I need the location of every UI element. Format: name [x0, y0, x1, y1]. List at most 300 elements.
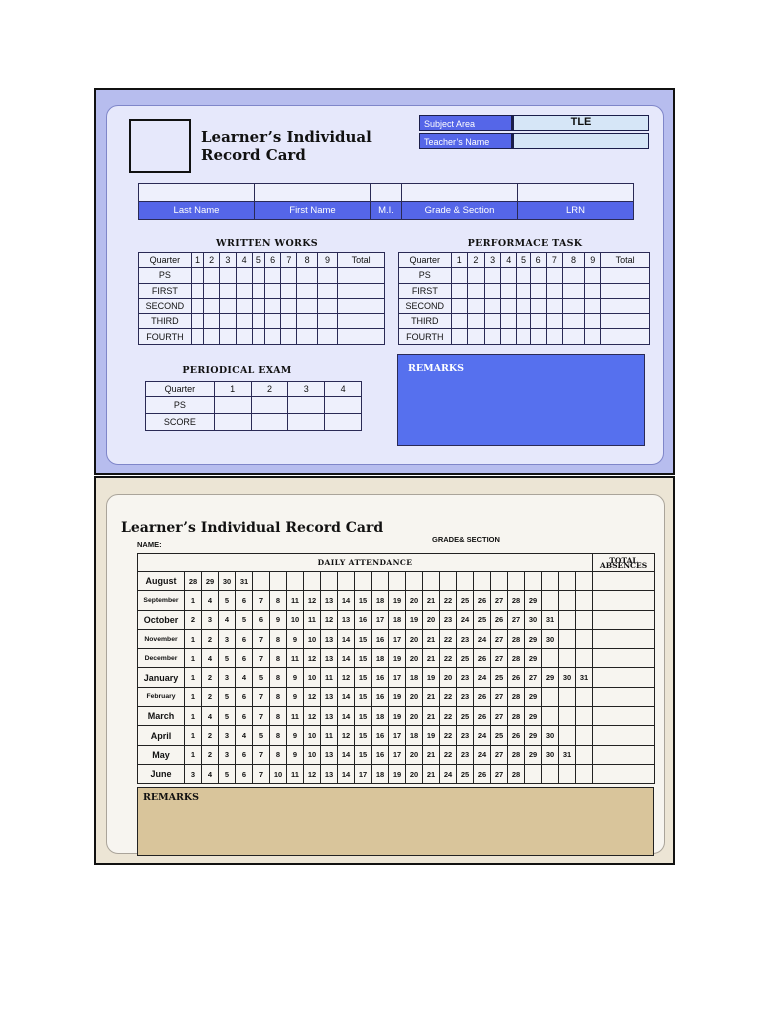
day-cell[interactable]: 9: [287, 745, 304, 764]
pt-score-cell[interactable]: [562, 298, 584, 313]
ww-score-cell[interactable]: [281, 268, 297, 283]
empty-day-cell[interactable]: [559, 629, 576, 648]
day-cell[interactable]: 8: [270, 687, 287, 706]
day-cell[interactable]: 12: [304, 649, 321, 668]
day-cell[interactable]: 5: [219, 649, 236, 668]
pt-score-cell[interactable]: [601, 329, 650, 344]
pt-score-cell[interactable]: [562, 268, 584, 283]
day-cell[interactable]: 1: [185, 707, 202, 726]
day-cell[interactable]: 11: [321, 668, 338, 687]
empty-day-cell[interactable]: [576, 745, 593, 764]
total-absences-cell[interactable]: [593, 629, 655, 648]
pt-score-cell[interactable]: [501, 268, 517, 283]
pt-score-cell[interactable]: [485, 298, 501, 313]
ww-score-cell[interactable]: [297, 314, 317, 329]
ww-score-cell[interactable]: [338, 268, 385, 283]
day-cell[interactable]: 1: [185, 591, 202, 610]
total-absences-cell[interactable]: [593, 610, 655, 629]
empty-day-cell[interactable]: [304, 572, 321, 591]
day-cell[interactable]: 16: [372, 629, 389, 648]
pt-score-cell[interactable]: [562, 329, 584, 344]
empty-day-cell[interactable]: [491, 572, 508, 591]
ww-score-cell[interactable]: [281, 298, 297, 313]
day-cell[interactable]: 27: [525, 668, 542, 687]
ww-score-cell[interactable]: [297, 268, 317, 283]
day-cell[interactable]: 9: [270, 610, 287, 629]
day-cell[interactable]: 7: [253, 764, 270, 783]
ww-score-cell[interactable]: [252, 329, 264, 344]
pt-score-cell[interactable]: [530, 283, 546, 298]
day-cell[interactable]: 4: [219, 610, 236, 629]
day-cell[interactable]: 7: [253, 591, 270, 610]
day-cell[interactable]: 7: [253, 649, 270, 668]
ww-score-cell[interactable]: [204, 283, 220, 298]
day-cell[interactable]: 3: [219, 629, 236, 648]
day-cell[interactable]: 2: [202, 668, 219, 687]
pt-score-cell[interactable]: [467, 329, 484, 344]
pt-score-cell[interactable]: [501, 329, 517, 344]
first-name-field[interactable]: [255, 184, 371, 202]
ww-score-cell[interactable]: [252, 268, 264, 283]
day-cell[interactable]: 11: [287, 707, 304, 726]
pt-score-cell[interactable]: [585, 268, 601, 283]
day-cell[interactable]: 25: [457, 707, 474, 726]
day-cell[interactable]: 7: [253, 629, 270, 648]
pt-score-cell[interactable]: [451, 268, 467, 283]
pt-score-cell[interactable]: [601, 298, 650, 313]
pe-score-cell[interactable]: [251, 414, 288, 431]
day-cell[interactable]: 14: [338, 591, 355, 610]
day-cell[interactable]: 10: [304, 745, 321, 764]
pt-score-cell[interactable]: [585, 314, 601, 329]
day-cell[interactable]: 29: [542, 668, 559, 687]
day-cell[interactable]: 13: [321, 764, 338, 783]
empty-day-cell[interactable]: [576, 610, 593, 629]
pt-score-cell[interactable]: [517, 268, 530, 283]
ww-score-cell[interactable]: [281, 283, 297, 298]
pt-score-cell[interactable]: [451, 329, 467, 344]
ww-score-cell[interactable]: [338, 314, 385, 329]
ww-score-cell[interactable]: [264, 329, 280, 344]
day-cell[interactable]: 24: [474, 668, 491, 687]
day-cell[interactable]: 31: [236, 572, 253, 591]
empty-day-cell[interactable]: [576, 707, 593, 726]
day-cell[interactable]: 18: [406, 668, 423, 687]
day-cell[interactable]: 29: [525, 707, 542, 726]
ww-score-cell[interactable]: [317, 314, 337, 329]
day-cell[interactable]: 1: [185, 726, 202, 745]
empty-day-cell[interactable]: [542, 764, 559, 783]
day-cell[interactable]: 20: [406, 745, 423, 764]
pt-score-cell[interactable]: [601, 268, 650, 283]
day-cell[interactable]: 28: [508, 687, 525, 706]
day-cell[interactable]: 4: [236, 668, 253, 687]
day-cell[interactable]: 21: [423, 764, 440, 783]
day-cell[interactable]: 2: [202, 726, 219, 745]
day-cell[interactable]: 6: [236, 591, 253, 610]
pt-score-cell[interactable]: [546, 268, 562, 283]
empty-day-cell[interactable]: [542, 649, 559, 668]
day-cell[interactable]: 15: [355, 687, 372, 706]
day-cell[interactable]: 3: [219, 668, 236, 687]
total-absences-cell[interactable]: [593, 745, 655, 764]
day-cell[interactable]: 8: [270, 745, 287, 764]
day-cell[interactable]: 17: [389, 668, 406, 687]
ww-score-cell[interactable]: [236, 283, 252, 298]
day-cell[interactable]: 2: [202, 687, 219, 706]
day-cell[interactable]: 30: [542, 726, 559, 745]
teacher-name-field[interactable]: [514, 133, 649, 149]
day-cell[interactable]: 13: [321, 745, 338, 764]
pt-score-cell[interactable]: [601, 283, 650, 298]
day-cell[interactable]: 26: [474, 649, 491, 668]
pe-score-cell[interactable]: [214, 397, 251, 414]
day-cell[interactable]: 9: [287, 668, 304, 687]
day-cell[interactable]: 28: [508, 764, 525, 783]
day-cell[interactable]: 29: [202, 572, 219, 591]
day-cell[interactable]: 18: [406, 726, 423, 745]
ww-score-cell[interactable]: [220, 329, 236, 344]
day-cell[interactable]: 24: [457, 610, 474, 629]
ww-score-cell[interactable]: [236, 298, 252, 313]
ww-score-cell[interactable]: [264, 298, 280, 313]
pt-score-cell[interactable]: [451, 298, 467, 313]
empty-day-cell[interactable]: [542, 572, 559, 591]
day-cell[interactable]: 23: [457, 726, 474, 745]
day-cell[interactable]: 15: [355, 629, 372, 648]
day-cell[interactable]: 1: [185, 745, 202, 764]
day-cell[interactable]: 19: [389, 591, 406, 610]
pt-score-cell[interactable]: [530, 298, 546, 313]
day-cell[interactable]: 20: [423, 610, 440, 629]
pt-score-cell[interactable]: [562, 283, 584, 298]
day-cell[interactable]: 4: [236, 726, 253, 745]
day-cell[interactable]: 12: [304, 687, 321, 706]
ww-score-cell[interactable]: [220, 283, 236, 298]
day-cell[interactable]: 5: [253, 668, 270, 687]
empty-day-cell[interactable]: [559, 726, 576, 745]
day-cell[interactable]: 30: [559, 668, 576, 687]
day-cell[interactable]: 26: [474, 591, 491, 610]
total-absences-cell[interactable]: [593, 687, 655, 706]
last-name-field[interactable]: [139, 184, 255, 202]
day-cell[interactable]: 21: [423, 745, 440, 764]
day-cell[interactable]: 26: [474, 707, 491, 726]
ww-score-cell[interactable]: [204, 314, 220, 329]
total-absences-cell[interactable]: [593, 726, 655, 745]
pe-score-cell[interactable]: [288, 414, 325, 431]
day-cell[interactable]: 31: [576, 668, 593, 687]
day-cell[interactable]: 18: [372, 764, 389, 783]
day-cell[interactable]: 13: [321, 707, 338, 726]
day-cell[interactable]: 12: [338, 668, 355, 687]
empty-day-cell[interactable]: [576, 687, 593, 706]
day-cell[interactable]: 18: [372, 649, 389, 668]
day-cell[interactable]: 20: [406, 649, 423, 668]
pt-score-cell[interactable]: [451, 283, 467, 298]
day-cell[interactable]: 22: [440, 629, 457, 648]
empty-day-cell[interactable]: [576, 572, 593, 591]
ww-score-cell[interactable]: [204, 298, 220, 313]
day-cell[interactable]: 6: [236, 629, 253, 648]
day-cell[interactable]: 8: [270, 707, 287, 726]
empty-day-cell[interactable]: [389, 572, 406, 591]
pt-score-cell[interactable]: [546, 283, 562, 298]
empty-day-cell[interactable]: [559, 687, 576, 706]
ww-score-cell[interactable]: [191, 268, 203, 283]
pt-score-cell[interactable]: [451, 314, 467, 329]
empty-day-cell[interactable]: [287, 572, 304, 591]
ww-score-cell[interactable]: [191, 298, 203, 313]
pt-score-cell[interactable]: [467, 314, 484, 329]
day-cell[interactable]: 9: [287, 629, 304, 648]
pt-score-cell[interactable]: [467, 283, 484, 298]
day-cell[interactable]: 29: [525, 649, 542, 668]
day-cell[interactable]: 12: [304, 591, 321, 610]
day-cell[interactable]: 27: [491, 649, 508, 668]
ww-score-cell[interactable]: [317, 283, 337, 298]
day-cell[interactable]: 8: [270, 726, 287, 745]
empty-day-cell[interactable]: [559, 764, 576, 783]
empty-day-cell[interactable]: [576, 629, 593, 648]
day-cell[interactable]: 1: [185, 629, 202, 648]
ww-score-cell[interactable]: [236, 314, 252, 329]
empty-day-cell[interactable]: [559, 610, 576, 629]
day-cell[interactable]: 15: [355, 591, 372, 610]
day-cell[interactable]: 29: [525, 591, 542, 610]
empty-day-cell[interactable]: [270, 572, 287, 591]
empty-day-cell[interactable]: [321, 572, 338, 591]
day-cell[interactable]: 27: [491, 745, 508, 764]
day-cell[interactable]: 21: [423, 629, 440, 648]
day-cell[interactable]: 9: [287, 726, 304, 745]
ww-score-cell[interactable]: [297, 283, 317, 298]
day-cell[interactable]: 2: [202, 745, 219, 764]
day-cell[interactable]: 22: [440, 745, 457, 764]
day-cell[interactable]: 16: [372, 745, 389, 764]
day-cell[interactable]: 17: [389, 745, 406, 764]
day-cell[interactable]: 4: [202, 591, 219, 610]
empty-day-cell[interactable]: [525, 764, 542, 783]
empty-day-cell[interactable]: [474, 572, 491, 591]
day-cell[interactable]: 12: [321, 610, 338, 629]
pe-score-cell[interactable]: [325, 397, 362, 414]
day-cell[interactable]: 13: [321, 629, 338, 648]
day-cell[interactable]: 25: [491, 726, 508, 745]
day-cell[interactable]: 19: [389, 707, 406, 726]
ww-score-cell[interactable]: [317, 329, 337, 344]
empty-day-cell[interactable]: [559, 591, 576, 610]
pt-score-cell[interactable]: [501, 283, 517, 298]
empty-day-cell[interactable]: [355, 572, 372, 591]
empty-day-cell[interactable]: [542, 591, 559, 610]
pt-score-cell[interactable]: [530, 268, 546, 283]
empty-day-cell[interactable]: [253, 572, 270, 591]
ww-score-cell[interactable]: [220, 298, 236, 313]
ww-score-cell[interactable]: [338, 283, 385, 298]
empty-day-cell[interactable]: [576, 649, 593, 668]
day-cell[interactable]: 19: [389, 687, 406, 706]
ww-score-cell[interactable]: [317, 298, 337, 313]
ww-score-cell[interactable]: [252, 314, 264, 329]
day-cell[interactable]: 14: [338, 745, 355, 764]
ww-score-cell[interactable]: [264, 314, 280, 329]
ww-score-cell[interactable]: [338, 329, 385, 344]
day-cell[interactable]: 5: [253, 726, 270, 745]
ww-score-cell[interactable]: [252, 298, 264, 313]
pe-score-cell[interactable]: [214, 414, 251, 431]
day-cell[interactable]: 25: [457, 764, 474, 783]
day-cell[interactable]: 5: [236, 610, 253, 629]
day-cell[interactable]: 18: [389, 610, 406, 629]
day-cell[interactable]: 8: [270, 629, 287, 648]
day-cell[interactable]: 15: [355, 649, 372, 668]
day-cell[interactable]: 29: [525, 745, 542, 764]
back-remarks-box[interactable]: [137, 787, 654, 856]
pt-score-cell[interactable]: [585, 298, 601, 313]
day-cell[interactable]: 13: [321, 591, 338, 610]
ww-score-cell[interactable]: [191, 329, 203, 344]
pt-score-cell[interactable]: [546, 314, 562, 329]
day-cell[interactable]: 16: [372, 687, 389, 706]
day-cell[interactable]: 10: [304, 726, 321, 745]
day-cell[interactable]: 17: [389, 726, 406, 745]
day-cell[interactable]: 14: [338, 649, 355, 668]
pt-score-cell[interactable]: [546, 298, 562, 313]
photo-box[interactable]: [129, 119, 191, 173]
pt-score-cell[interactable]: [517, 298, 530, 313]
day-cell[interactable]: 1: [185, 649, 202, 668]
pt-score-cell[interactable]: [485, 329, 501, 344]
pt-score-cell[interactable]: [562, 314, 584, 329]
day-cell[interactable]: 29: [525, 726, 542, 745]
day-cell[interactable]: 4: [202, 707, 219, 726]
pt-score-cell[interactable]: [517, 314, 530, 329]
day-cell[interactable]: 8: [270, 591, 287, 610]
day-cell[interactable]: 1: [185, 687, 202, 706]
day-cell[interactable]: 22: [440, 726, 457, 745]
day-cell[interactable]: 27: [491, 764, 508, 783]
day-cell[interactable]: 12: [304, 764, 321, 783]
day-cell[interactable]: 27: [491, 687, 508, 706]
day-cell[interactable]: 9: [287, 687, 304, 706]
day-cell[interactable]: 29: [525, 629, 542, 648]
day-cell[interactable]: 25: [457, 591, 474, 610]
day-cell[interactable]: 11: [287, 591, 304, 610]
total-absences-cell[interactable]: [593, 668, 655, 687]
day-cell[interactable]: 10: [270, 764, 287, 783]
day-cell[interactable]: 19: [389, 649, 406, 668]
total-absences-cell[interactable]: [593, 591, 655, 610]
pt-score-cell[interactable]: [530, 329, 546, 344]
pt-score-cell[interactable]: [501, 314, 517, 329]
day-cell[interactable]: 14: [338, 629, 355, 648]
day-cell[interactable]: 5: [219, 687, 236, 706]
day-cell[interactable]: 20: [406, 764, 423, 783]
day-cell[interactable]: 20: [406, 591, 423, 610]
day-cell[interactable]: 25: [491, 668, 508, 687]
empty-day-cell[interactable]: [576, 726, 593, 745]
day-cell[interactable]: 15: [355, 668, 372, 687]
day-cell[interactable]: 6: [253, 610, 270, 629]
day-cell[interactable]: 6: [236, 764, 253, 783]
empty-day-cell[interactable]: [406, 572, 423, 591]
day-cell[interactable]: 2: [202, 629, 219, 648]
day-cell[interactable]: 15: [355, 726, 372, 745]
day-cell[interactable]: 19: [406, 610, 423, 629]
total-absences-cell[interactable]: [593, 649, 655, 668]
pt-score-cell[interactable]: [501, 298, 517, 313]
ww-score-cell[interactable]: [281, 314, 297, 329]
day-cell[interactable]: 8: [270, 649, 287, 668]
day-cell[interactable]: 21: [423, 707, 440, 726]
pe-score-cell[interactable]: [325, 414, 362, 431]
ww-score-cell[interactable]: [236, 268, 252, 283]
day-cell[interactable]: 19: [389, 764, 406, 783]
day-cell[interactable]: 26: [474, 687, 491, 706]
day-cell[interactable]: 22: [440, 707, 457, 726]
day-cell[interactable]: 24: [474, 726, 491, 745]
empty-day-cell[interactable]: [559, 572, 576, 591]
day-cell[interactable]: 5: [219, 591, 236, 610]
day-cell[interactable]: 20: [440, 668, 457, 687]
subject-area-field[interactable]: TLE: [514, 115, 649, 131]
day-cell[interactable]: 26: [491, 610, 508, 629]
ww-score-cell[interactable]: [264, 283, 280, 298]
empty-day-cell[interactable]: [576, 764, 593, 783]
empty-day-cell[interactable]: [457, 572, 474, 591]
day-cell[interactable]: 11: [304, 610, 321, 629]
empty-day-cell[interactable]: [576, 591, 593, 610]
day-cell[interactable]: 6: [236, 649, 253, 668]
pt-score-cell[interactable]: [517, 283, 530, 298]
day-cell[interactable]: 2: [185, 610, 202, 629]
ww-score-cell[interactable]: [204, 329, 220, 344]
ww-score-cell[interactable]: [204, 268, 220, 283]
day-cell[interactable]: 17: [355, 764, 372, 783]
day-cell[interactable]: 22: [440, 687, 457, 706]
total-absences-cell[interactable]: [593, 707, 655, 726]
ww-score-cell[interactable]: [191, 283, 203, 298]
day-cell[interactable]: 24: [474, 745, 491, 764]
empty-day-cell[interactable]: [338, 572, 355, 591]
pe-score-cell[interactable]: [288, 397, 325, 414]
day-cell[interactable]: 17: [372, 610, 389, 629]
day-cell[interactable]: 15: [355, 745, 372, 764]
day-cell[interactable]: 21: [423, 687, 440, 706]
day-cell[interactable]: 23: [457, 668, 474, 687]
pt-score-cell[interactable]: [585, 283, 601, 298]
day-cell[interactable]: 30: [542, 629, 559, 648]
day-cell[interactable]: 28: [508, 707, 525, 726]
pt-score-cell[interactable]: [530, 314, 546, 329]
day-cell[interactable]: 14: [338, 687, 355, 706]
day-cell[interactable]: 4: [202, 649, 219, 668]
ww-score-cell[interactable]: [297, 298, 317, 313]
ww-score-cell[interactable]: [264, 268, 280, 283]
day-cell[interactable]: 7: [253, 707, 270, 726]
day-cell[interactable]: 13: [321, 649, 338, 668]
day-cell[interactable]: 27: [491, 707, 508, 726]
ww-score-cell[interactable]: [338, 298, 385, 313]
empty-day-cell[interactable]: [559, 707, 576, 726]
day-cell[interactable]: 27: [508, 610, 525, 629]
day-cell[interactable]: 10: [287, 610, 304, 629]
day-cell[interactable]: 30: [525, 610, 542, 629]
day-cell[interactable]: 5: [219, 764, 236, 783]
day-cell[interactable]: 4: [202, 764, 219, 783]
day-cell[interactable]: 20: [406, 707, 423, 726]
